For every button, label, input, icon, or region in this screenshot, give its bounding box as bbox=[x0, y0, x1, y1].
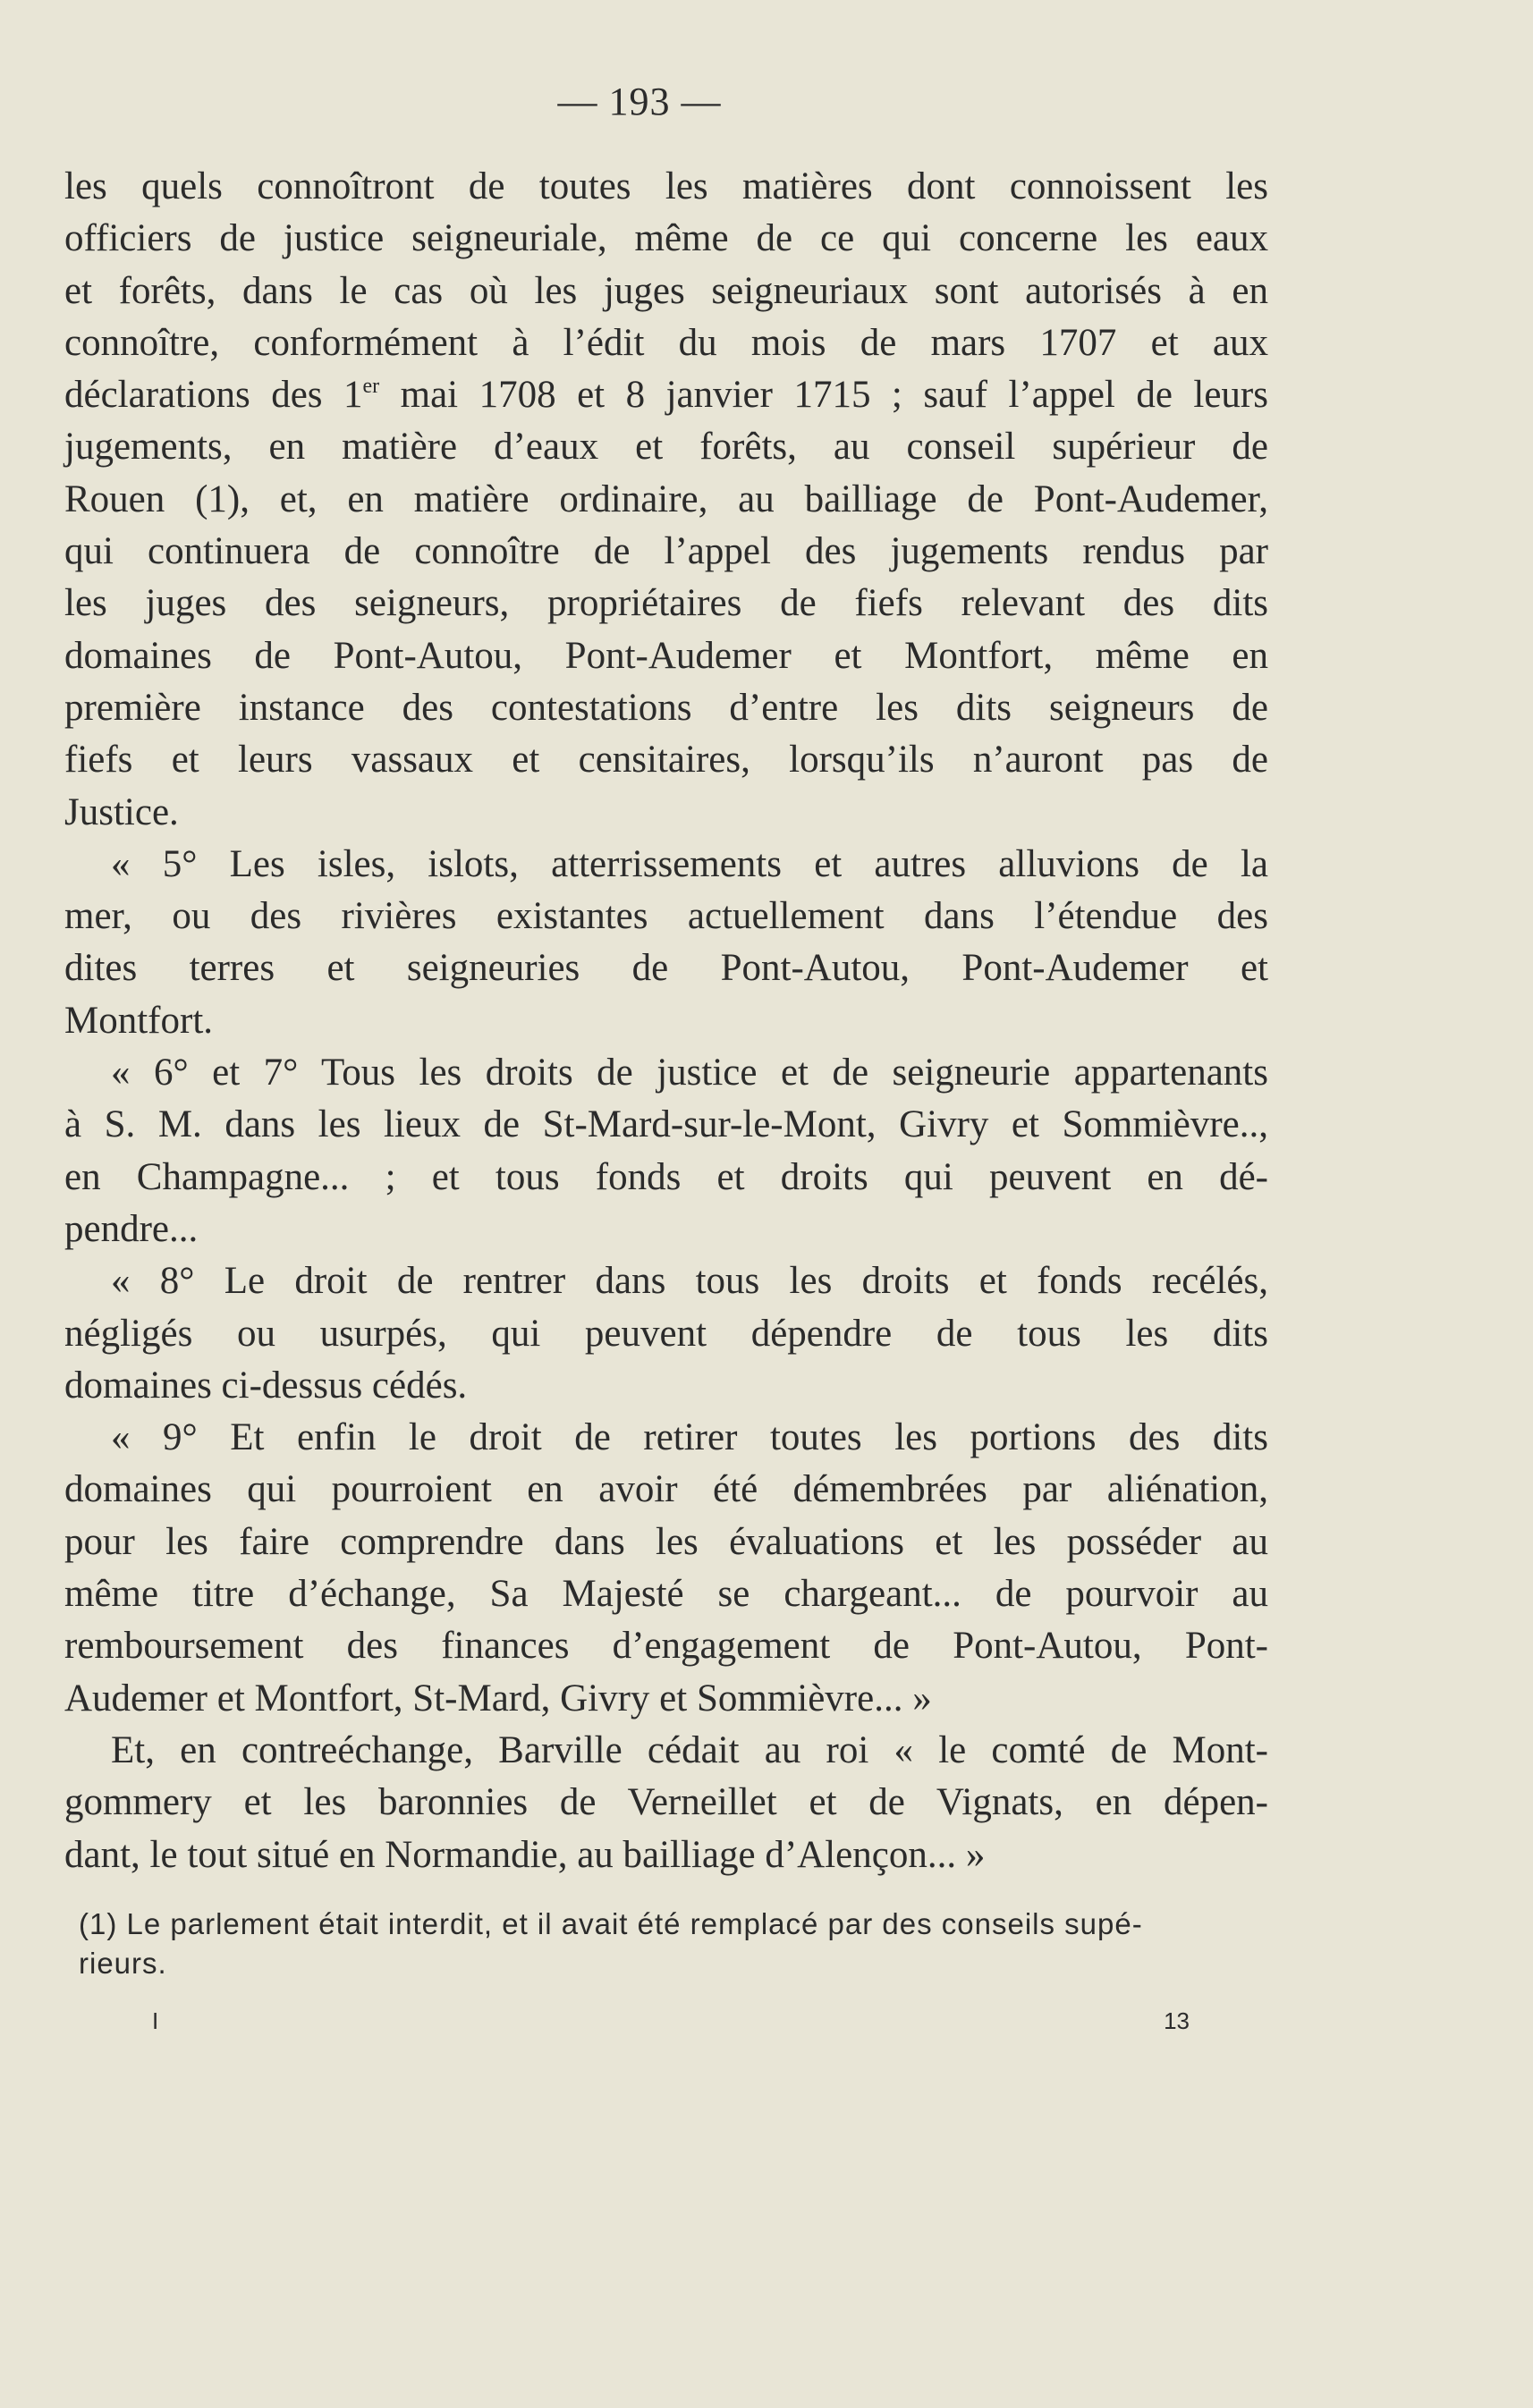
text-line: domaines de Pont-Autou, Pont-Audemer et Montfort, même en bbox=[64, 634, 1268, 677]
text-line: pour les faire comprendre dans les évaluations et les posséder au bbox=[64, 1520, 1268, 1563]
paragraph-line bbox=[64, 421, 1268, 473]
text-line: domaines qui pourroient en avoir été démembrées par aliénation, bbox=[64, 1468, 1268, 1511]
text-line: dant, le tout situé en Normandie, au bailliage d’Alençon... » bbox=[64, 1833, 986, 1876]
page-number: — 193 — bbox=[557, 80, 722, 123]
paragraph-line bbox=[64, 891, 1268, 942]
paragraph-line bbox=[64, 630, 1268, 682]
paragraph-line bbox=[64, 1255, 1268, 1307]
main-text bbox=[64, 161, 1268, 1881]
text-line: à S. M. dans les lieux de St-Mard-sur-le-Mont, Givry et Sommièvre.., bbox=[64, 1103, 1268, 1146]
paragraph-line bbox=[64, 1673, 1268, 1725]
text-line: même titre d’échange, Sa Majesté se chargeant... de pourvoir au bbox=[64, 1573, 1268, 1616]
text-line: en Champagne... ; et tous fonds et droits qui peuvent en dé- bbox=[64, 1155, 1268, 1198]
paragraph-line bbox=[64, 942, 1268, 994]
paragraph-line bbox=[64, 787, 1268, 839]
text-line: Et, en contreéchange, Barville cédait au roi « le comté de Mont- bbox=[111, 1728, 1268, 1771]
footnote-line: (1) Le parlement était interdit, et il avait été remplacé par des conseils supé- bbox=[79, 1907, 1143, 1940]
text-line: mer, ou des rivières existantes actuellement dans l’étendue des bbox=[64, 895, 1268, 938]
paragraph-line bbox=[64, 1777, 1268, 1829]
paragraph-line bbox=[64, 995, 1268, 1047]
footnote bbox=[79, 1905, 1277, 1983]
text-line: remboursement des finances d’engagement de Pont-Autou, Pont- bbox=[64, 1625, 1268, 1668]
text-line: mai 1708 et 8 janvier 1715 ; sauf l’appel de leurs bbox=[379, 374, 1268, 417]
signature-sheet: 13 bbox=[1164, 2007, 1190, 2034]
paragraph-line bbox=[64, 1464, 1268, 1516]
text-line: Justice. bbox=[64, 790, 179, 833]
paragraph-line bbox=[64, 1517, 1268, 1568]
text-line: fiefs et leurs vassaux et censitaires, lorsqu’ils n’auront pas de bbox=[64, 739, 1268, 782]
paragraph-line bbox=[64, 266, 1268, 317]
text-line: les juges des seigneurs, propriétaires de fiefs relevant des dits bbox=[64, 582, 1268, 625]
text-line: Audemer et Montfort, St-Mard, Givry et Sommièvre... » bbox=[64, 1677, 932, 1719]
paragraph-line bbox=[64, 1047, 1268, 1099]
text-line: jugements, en matière d’eaux et forêts, au conseil supérieur de bbox=[64, 426, 1268, 469]
text-line: connoître, conformément à l’édit du mois de mars 1707 et aux bbox=[64, 321, 1268, 364]
text-line: « 6° et 7° Tous les droits de justice et de seigneurie appartenants bbox=[111, 1052, 1268, 1094]
paragraph-line bbox=[64, 317, 1268, 369]
text-line: qui continuera de connoître de l’appel des jugements rendus par bbox=[64, 530, 1268, 573]
paragraph-line bbox=[64, 1360, 1268, 1412]
paragraph-line bbox=[64, 474, 1268, 526]
text-line: « 5° Les isles, islots, atterrissements et autres alluvions de la bbox=[111, 842, 1268, 885]
text-line: les quels connoîtront de toutes les matières dont connoissent les bbox=[64, 165, 1268, 207]
text-line: pendre... bbox=[64, 1207, 199, 1250]
paragraph-line bbox=[64, 1725, 1268, 1777]
text-line: « 9° Et enfin le droit de retirer toutes les portions des dits bbox=[111, 1416, 1268, 1459]
paragraph-line bbox=[64, 526, 1268, 578]
paragraph-line bbox=[64, 369, 1268, 421]
paragraph-line bbox=[64, 1620, 1268, 1672]
paragraph-line bbox=[64, 1308, 1268, 1360]
paragraph-line bbox=[64, 839, 1268, 891]
text-line: et forêts, dans le cas où les juges seigneuriaux sont autorisés à en bbox=[64, 269, 1268, 312]
text-line: « 8° Le droit de rentrer dans tous les droits et fonds recélés, bbox=[111, 1260, 1268, 1303]
text-line: première instance des contestations d’entre les dits seigneurs de bbox=[64, 686, 1268, 729]
paragraph-line bbox=[64, 1152, 1268, 1204]
signature-volume: I bbox=[152, 2007, 159, 2034]
text-line: domaines ci-dessus cédés. bbox=[64, 1364, 468, 1407]
paragraph-line bbox=[64, 682, 1268, 734]
text-line: Montfort. bbox=[64, 999, 214, 1042]
paragraph-line bbox=[64, 1568, 1268, 1620]
paragraph-line bbox=[64, 1829, 1268, 1881]
text-line: gommery et les baronnies de Verneillet et de Vignats, en dépen- bbox=[64, 1781, 1268, 1824]
text-line: déclarations des 1 bbox=[64, 374, 363, 417]
paragraph-line bbox=[64, 1099, 1268, 1151]
paragraph-line bbox=[64, 213, 1268, 265]
paragraph-line bbox=[64, 1412, 1268, 1464]
text-line: dites terres et seigneuries de Pont-Autou, Pont-Audemer et bbox=[64, 947, 1268, 990]
paragraph-line bbox=[64, 1204, 1268, 1255]
paragraph bbox=[64, 161, 1268, 213]
text-line: Rouen (1), et, en matière ordinaire, au bailliage de Pont-Audemer, bbox=[64, 477, 1268, 520]
superscript: er bbox=[362, 375, 380, 399]
text-line: officiers de justice seigneuriale, même de ce qui concerne les eaux bbox=[64, 217, 1268, 260]
paragraph-line bbox=[64, 578, 1268, 629]
footnote-line: rieurs. bbox=[79, 1947, 167, 1980]
paragraph-line bbox=[64, 734, 1268, 786]
text-line: négligés ou usurpés, qui peuvent dépendre de tous les dits bbox=[64, 1312, 1268, 1355]
